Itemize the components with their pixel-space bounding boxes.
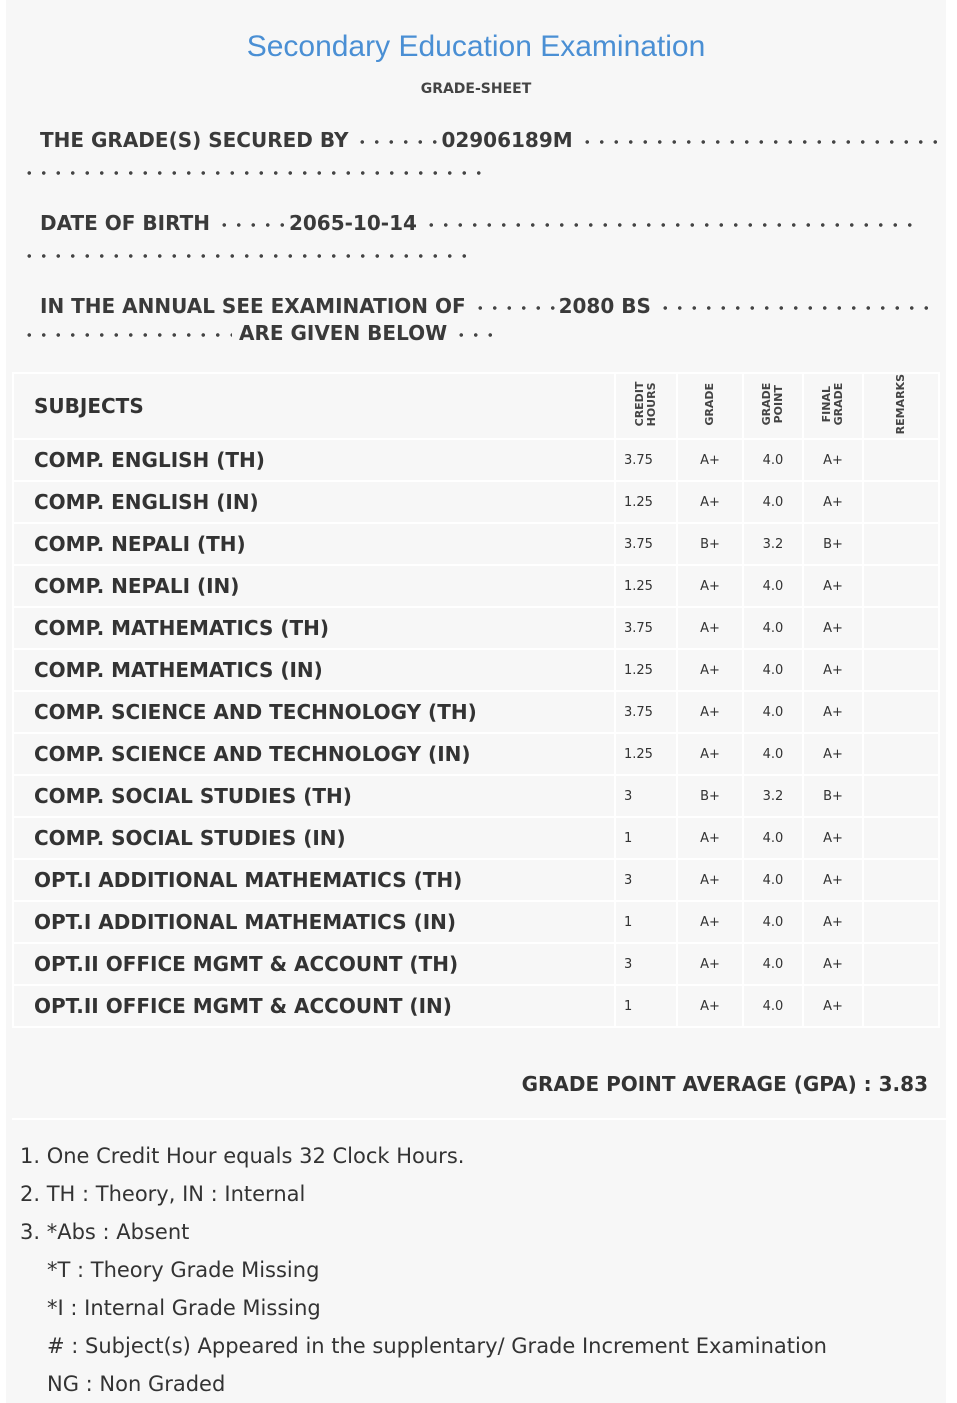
credit-hours-cell: 3 bbox=[615, 943, 677, 985]
grade-point-cell: 3.2 bbox=[743, 523, 803, 565]
dotted-filler bbox=[22, 170, 482, 176]
notes-list bbox=[20, 1137, 827, 1403]
credit-hours-cell: 3.75 bbox=[615, 691, 677, 733]
table-row bbox=[13, 691, 939, 733]
secured-by-label: THE GRADE(S) SECURED BY bbox=[40, 128, 349, 152]
final-grade-cell: A+ bbox=[803, 565, 863, 607]
credit-hours-cell: 3.75 bbox=[615, 607, 677, 649]
secured-by-value: 02906189M bbox=[441, 128, 573, 152]
grade-sheet bbox=[6, 0, 946, 1403]
divider bbox=[12, 1118, 952, 1120]
note-item: # : Subject(s) Appeared in the supplentary/ Grade Increment Examination bbox=[47, 1334, 827, 1358]
exam-line bbox=[40, 294, 938, 318]
header-grade: GRADE bbox=[703, 382, 716, 426]
grade-cell: A+ bbox=[677, 901, 743, 943]
grade-point-cell: 4.0 bbox=[743, 439, 803, 481]
credit-hours-cell: 1 bbox=[615, 817, 677, 859]
credit-hours-cell: 3 bbox=[615, 775, 677, 817]
note-item: 2. TH : Theory, IN : Internal bbox=[20, 1182, 306, 1206]
remarks-cell bbox=[863, 817, 939, 859]
exam-label: IN THE ANNUAL SEE EXAMINATION OF bbox=[40, 294, 466, 318]
final-grade-cell: A+ bbox=[803, 901, 863, 943]
table-row bbox=[13, 649, 939, 691]
dob-line bbox=[40, 211, 914, 235]
gpa bbox=[522, 1072, 928, 1096]
table-row bbox=[13, 733, 939, 775]
final-grade-cell: A+ bbox=[803, 859, 863, 901]
remarks-cell bbox=[863, 607, 939, 649]
remarks-cell bbox=[863, 523, 939, 565]
grade-cell: A+ bbox=[677, 481, 743, 523]
subject-cell: OPT.I ADDITIONAL MATHEMATICS (IN) bbox=[13, 901, 615, 943]
table-row bbox=[13, 607, 939, 649]
grade-point-cell: 4.0 bbox=[743, 859, 803, 901]
table-row bbox=[13, 985, 939, 1027]
table-row bbox=[13, 943, 939, 985]
grade-cell: A+ bbox=[677, 733, 743, 775]
subject-cell: COMP. SCIENCE AND TECHNOLOGY (IN) bbox=[13, 733, 615, 775]
final-grade-cell: B+ bbox=[803, 775, 863, 817]
remarks-cell bbox=[863, 943, 939, 985]
exam-value: 2080 BS bbox=[558, 294, 651, 318]
gpa-label: GRADE POINT AVERAGE (GPA) : bbox=[521, 1072, 872, 1096]
table-row bbox=[13, 523, 939, 565]
credit-hours-cell: 3 bbox=[615, 859, 677, 901]
header-credit-hours: CREDIT HOURS bbox=[633, 381, 658, 427]
final-grade-cell: A+ bbox=[803, 481, 863, 523]
subject-cell: COMP. MATHEMATICS (TH) bbox=[13, 607, 615, 649]
dotted-filler bbox=[22, 253, 467, 259]
given-below-line bbox=[22, 321, 494, 345]
header-final-grade: FINAL GRADE bbox=[820, 382, 845, 426]
subject-cell: COMP. SOCIAL STUDIES (TH) bbox=[13, 775, 615, 817]
grade-point-cell: 4.0 bbox=[743, 985, 803, 1027]
subject-cell: COMP. MATHEMATICS (IN) bbox=[13, 649, 615, 691]
grade-cell: B+ bbox=[677, 523, 743, 565]
note-item: *T : Theory Grade Missing bbox=[47, 1258, 320, 1282]
subject-cell: OPT.II OFFICE MGMT & ACCOUNT (TH) bbox=[13, 943, 615, 985]
table-row bbox=[13, 859, 939, 901]
note-item: 1. One Credit Hour equals 32 Clock Hours. bbox=[20, 1144, 465, 1168]
remarks-cell bbox=[863, 985, 939, 1027]
secured-by-line bbox=[40, 128, 940, 152]
final-grade-cell: A+ bbox=[803, 607, 863, 649]
grade-point-cell: 4.0 bbox=[743, 607, 803, 649]
remarks-cell bbox=[863, 775, 939, 817]
grade-cell: A+ bbox=[677, 985, 743, 1027]
grade-point-cell: 4.0 bbox=[743, 901, 803, 943]
subject-cell: OPT.I ADDITIONAL MATHEMATICS (TH) bbox=[13, 859, 615, 901]
credit-hours-cell: 1.25 bbox=[615, 565, 677, 607]
table-row bbox=[13, 901, 939, 943]
note-item: 3. *Abs : Absent bbox=[20, 1220, 190, 1244]
remarks-cell bbox=[863, 565, 939, 607]
page-subtitle: GRADE-SHEET bbox=[420, 81, 532, 97]
final-grade-cell: A+ bbox=[803, 691, 863, 733]
table-header-row bbox=[13, 373, 939, 439]
credit-hours-cell: 1.25 bbox=[615, 733, 677, 775]
subject-cell: COMP. NEPALI (TH) bbox=[13, 523, 615, 565]
credit-hours-cell: 3.75 bbox=[615, 439, 677, 481]
table-row bbox=[13, 817, 939, 859]
remarks-cell bbox=[863, 481, 939, 523]
grade-point-cell: 4.0 bbox=[743, 733, 803, 775]
final-grade-cell: A+ bbox=[803, 733, 863, 775]
remarks-cell bbox=[863, 649, 939, 691]
given-below-label: ARE GIVEN BELOW bbox=[238, 321, 448, 345]
gpa-value: 3.83 bbox=[878, 1072, 928, 1096]
grade-cell: A+ bbox=[677, 859, 743, 901]
remarks-cell bbox=[863, 691, 939, 733]
final-grade-cell: A+ bbox=[803, 649, 863, 691]
final-grade-cell: A+ bbox=[803, 817, 863, 859]
grade-cell: A+ bbox=[677, 691, 743, 733]
remarks-cell bbox=[863, 439, 939, 481]
grade-cell: A+ bbox=[677, 565, 743, 607]
note-item: NG : Non Graded bbox=[47, 1372, 226, 1396]
grade-cell: A+ bbox=[677, 649, 743, 691]
grade-point-cell: 3.2 bbox=[743, 775, 803, 817]
grade-cell: A+ bbox=[677, 817, 743, 859]
header-remarks: REMARKS bbox=[894, 374, 907, 435]
subject-cell: COMP. ENGLISH (IN) bbox=[13, 481, 615, 523]
remarks-cell bbox=[863, 859, 939, 901]
subject-cell: OPT.II OFFICE MGMT & ACCOUNT (IN) bbox=[13, 985, 615, 1027]
header-subjects: SUBJECTS bbox=[13, 373, 615, 439]
final-grade-cell: A+ bbox=[803, 943, 863, 985]
grade-cell: B+ bbox=[677, 775, 743, 817]
subject-cell: COMP. NEPALI (IN) bbox=[13, 565, 615, 607]
table-row bbox=[13, 775, 939, 817]
credit-hours-cell: 1.25 bbox=[615, 481, 677, 523]
grade-point-cell: 4.0 bbox=[743, 691, 803, 733]
note-item: *I : Internal Grade Missing bbox=[47, 1296, 321, 1320]
grades-table bbox=[12, 372, 940, 1028]
table-row bbox=[13, 481, 939, 523]
final-grade-cell: A+ bbox=[803, 439, 863, 481]
grade-point-cell: 4.0 bbox=[743, 817, 803, 859]
header-grade-point: GRADE POINT bbox=[760, 382, 785, 426]
remarks-cell bbox=[863, 901, 939, 943]
grade-cell: A+ bbox=[677, 607, 743, 649]
table-row bbox=[13, 439, 939, 481]
grade-point-cell: 4.0 bbox=[743, 649, 803, 691]
dob-label: DATE OF BIRTH bbox=[40, 211, 210, 235]
subject-cell: COMP. SCIENCE AND TECHNOLOGY (TH) bbox=[13, 691, 615, 733]
grade-point-cell: 4.0 bbox=[743, 565, 803, 607]
page-title: Secondary Education Examination bbox=[246, 30, 706, 63]
subject-cell: COMP. ENGLISH (TH) bbox=[13, 439, 615, 481]
grade-cell: A+ bbox=[677, 943, 743, 985]
dob-value: 2065-10-14 bbox=[288, 211, 417, 235]
table-row bbox=[13, 565, 939, 607]
grade-point-cell: 4.0 bbox=[743, 481, 803, 523]
subject-cell: COMP. SOCIAL STUDIES (IN) bbox=[13, 817, 615, 859]
grade-point-cell: 4.0 bbox=[743, 943, 803, 985]
credit-hours-cell: 3.75 bbox=[615, 523, 677, 565]
final-grade-cell: B+ bbox=[803, 523, 863, 565]
grade-cell: A+ bbox=[677, 439, 743, 481]
credit-hours-cell: 1.25 bbox=[615, 649, 677, 691]
credit-hours-cell: 1 bbox=[615, 985, 677, 1027]
credit-hours-cell: 1 bbox=[615, 901, 677, 943]
final-grade-cell: A+ bbox=[803, 985, 863, 1027]
remarks-cell bbox=[863, 733, 939, 775]
